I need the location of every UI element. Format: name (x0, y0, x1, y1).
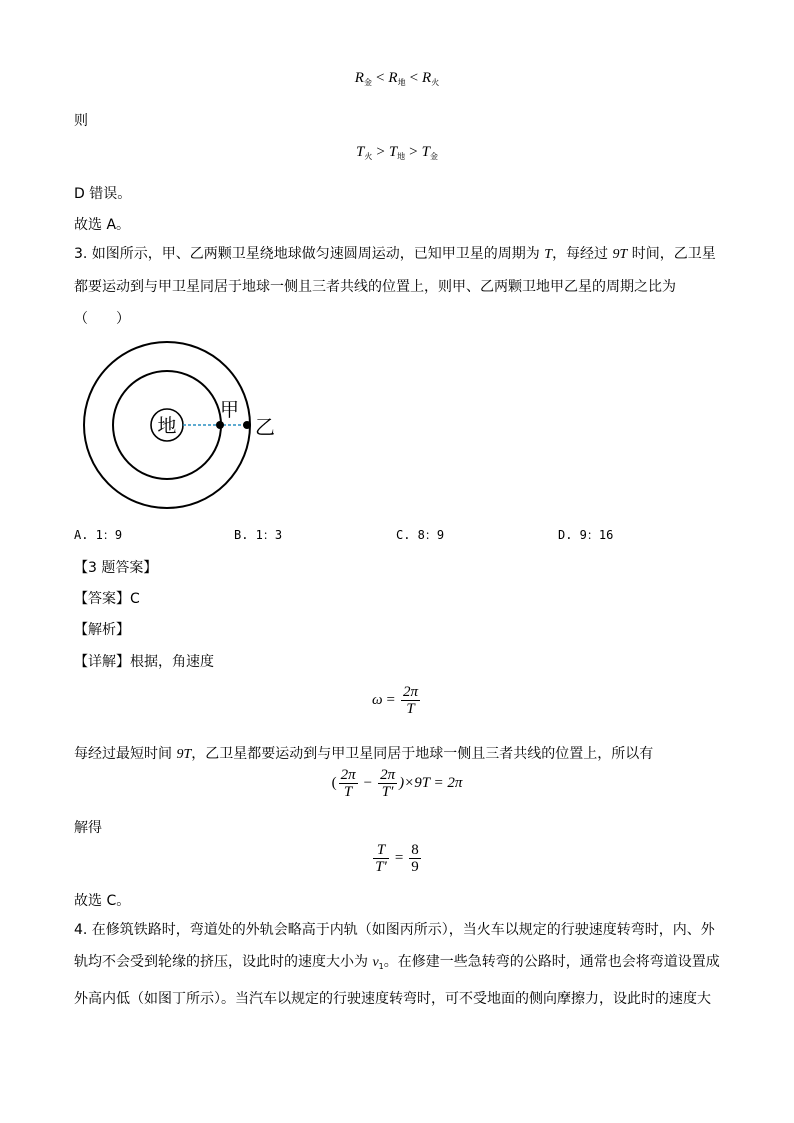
orbit-diagram (76, 332, 276, 522)
satellite-a-label: 甲 (220, 399, 240, 421)
satellite-b-label: 乙 (255, 415, 275, 439)
question-4-stem: 4. 在修筑铁路时，弯道处的外轨会略高于内轨（如图丙所示），当火车以规定的行驶速度转弯时，内、外 轨均不会受到轮缘的挤压，设此时的速度大小为 $v_1$。在修建一些急转弯的公路时，通常也会将弯道设置成 外高内低（如图丁所示）。当汽车以规定的行驶速度转弯时，可不受地面的侧向摩擦力，设此时的速度大 (74, 922, 720, 1007)
detail-line: 【详解】根据，角速度 (74, 654, 214, 670)
question-3-stem: 3. 如图所示，甲、乙两颗卫星绕地球做匀速圆周运动，已知甲卫星的周期为 T，每经过 9T 时间，乙卫星 都要运动到与甲卫星同居于地球一侧且三者共线的位置上，则甲、乙两颗卫地甲乙星的周期之比为 （ ） (74, 246, 716, 327)
text-d-wrong: D 错误。 (74, 186, 132, 202)
equation-omega: ω = $\frac{2\pi}{T}$ (371, 684, 419, 717)
equation-period-order: $T_火 > T_地 > T_金$ (356, 144, 438, 161)
text-choose-a: 故选 A。 (74, 217, 131, 233)
option-a: A. 1：9 (74, 528, 123, 542)
satellite-b-dot (243, 421, 251, 429)
analysis-header: 【解析】 (74, 622, 130, 638)
option-d: D. 9：16 (558, 528, 614, 542)
answer-line: 【答案】C (74, 591, 140, 607)
shortest-time-line: 每经过最短时间 9T，乙卫星都要运动到与甲卫星同居于地球一侧且三者共线的位置上，所以有 (74, 746, 654, 762)
text-ze: 则 (74, 113, 88, 129)
equation-radius-order: $R_金 < R_地 < R_火$ (354, 70, 440, 87)
option-c: C. 8：9 (396, 528, 445, 542)
option-b: B. 1：3 (234, 528, 283, 542)
equation-condition: ( $\frac{2\pi}{T}$ − $\frac{2\pi}{T'}$ )×9T = 2π (331, 767, 463, 800)
earth-label: 地 (157, 415, 177, 437)
answer-header: 【3 题答案】 (74, 560, 158, 576)
satellite-a-dot (216, 421, 224, 429)
equation-ratio: $\frac{T}{T'}$ = $\frac{8}{9}$ (375, 842, 419, 875)
solve-label: 解得 (74, 820, 102, 836)
choose-c: 故选 C。 (74, 893, 131, 909)
